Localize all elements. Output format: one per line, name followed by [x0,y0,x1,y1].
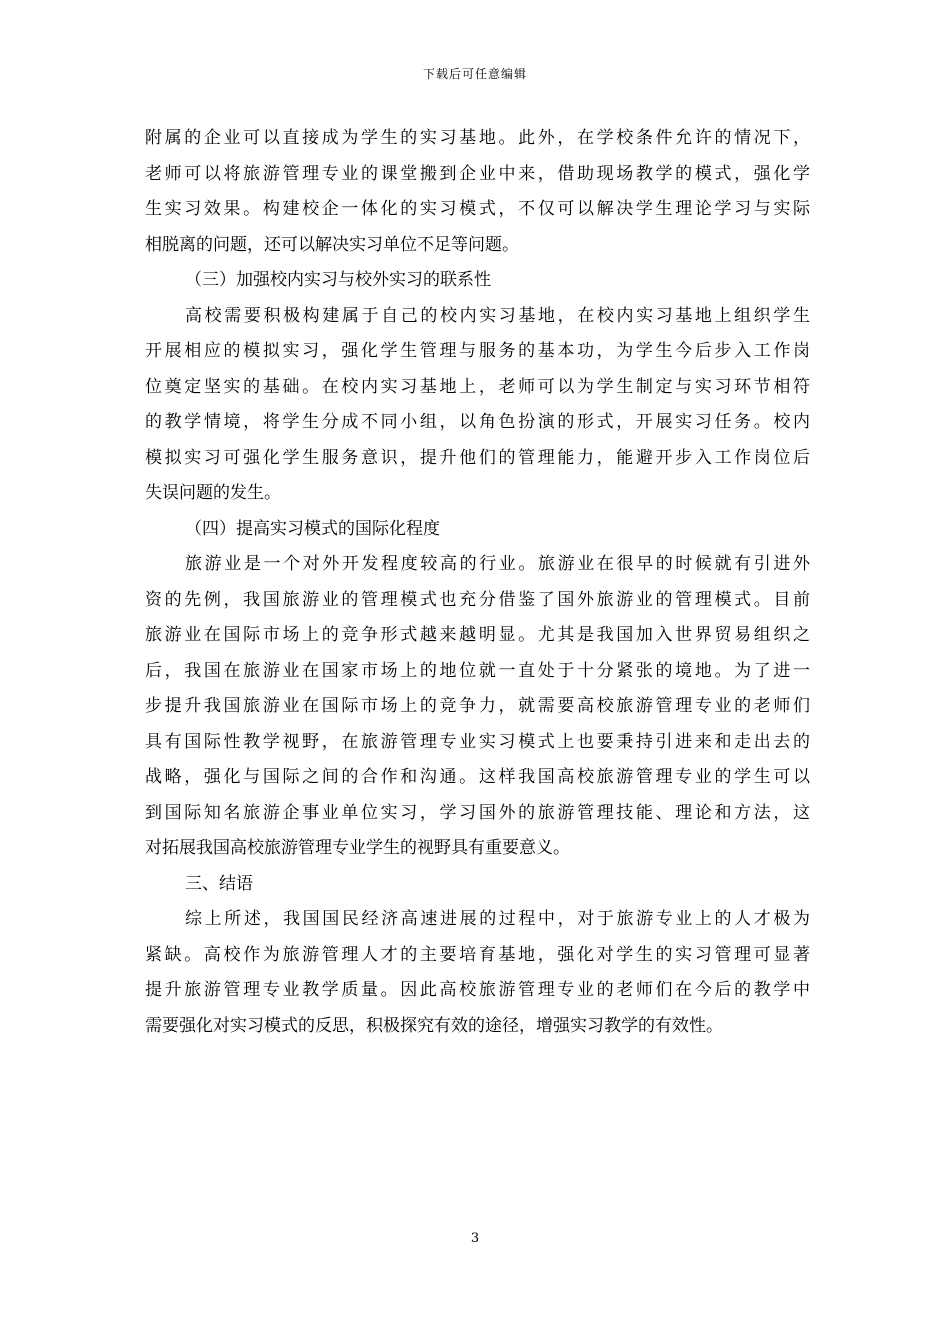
text-line: 紧缺。高校作为旅游管理人才的主要培育基地，强化对学生的实习管理可显著 [145,944,810,965]
text-line: 模拟实习可强化学生服务意识，提升他们的管理能力，能避开步入工作岗位后 [145,447,810,468]
text-line: （四）提高实习模式的国际化程度 [185,518,440,539]
text-line: 旅游业在国际市场上的竞争形式越来越明显。尤其是我国加入世界贸易组织之 [145,625,810,645]
text-line: （三）加强校内实习与校外实习的联系性 [185,270,491,290]
text-line: 资的先例，我国旅游业的管理模式也充分借鉴了国外旅游业的管理模式。目前 [145,589,810,610]
text-line: 具有国际性教学视野，在旅游管理专业实习模式上也要秉持引进来和走出去的 [145,731,810,752]
text-line: 综上所述，我国国民经济高速进展的过程中，对于旅游专业上的人才极为 [185,909,810,929]
text-line: 三、结语 [185,873,253,894]
text-line: 失误问题的发生。 [145,483,281,503]
text-line: 到国际知名旅游企事业单位实习，学习国外的旅游管理技能、理论和方法，这 [145,802,810,823]
text-line: 对拓展我国高校旅游管理专业学生的视野具有重要意义。 [145,838,570,858]
text-line: 提升旅游管理专业教学质量。因此高校旅游管理专业的老师们在今后的教学中 [145,980,810,1000]
text-line: 高校需要积极构建属于自己的校内实习基地，在校内实习基地上组织学生 [185,305,810,326]
text-line: 战略，强化与国际之间的合作和沟通。这样我国高校旅游管理专业的学生可以 [145,767,810,787]
text-line: 位奠定坚实的基础。在校内实习基地上，老师可以为学生制定与实习环节相符 [145,376,810,397]
text-line: 开展相应的模拟实习，强化学生管理与服务的基本功，为学生今后步入工作岗 [145,341,810,361]
text-line: 的教学情境，将学生分成不同小组，以角色扮演的形式，开展实习任务。校内 [145,412,810,432]
text-line: 老师可以将旅游管理专业的课堂搬到企业中来，借助现场教学的模式，强化学 [145,163,810,184]
text-line: 后，我国在旅游业在国家市场上的地位就一直处于十分紧张的境地。为了进一 [145,660,810,681]
page-number: 3 [470,1231,480,1246]
text-line: 旅游业是一个对外开发程度较高的行业。旅游业在很早的时候就有引进外 [185,554,810,574]
text-line: 相脱离的问题，还可以解决实习单位不足等问题。 [145,234,519,255]
text-line: 步提升我国旅游业在国际市场上的竞争力，就需要高校旅游管理专业的老师们 [145,696,810,716]
body-text [145,121,810,1044]
text-line: 需要强化对实习模式的反思，积极探究有效的途径，增强实习教学的有效性。 [145,1015,723,1036]
text-line: 附属的企业可以直接成为学生的实习基地。此外，在学校条件允许的情况下， [145,128,810,148]
text-line: 生实习效果。构建校企一体化的实习模式，不仅可以解决学生理论学习与实际 [145,199,810,219]
page-header: 下载后可任意编辑 [422,67,527,81]
